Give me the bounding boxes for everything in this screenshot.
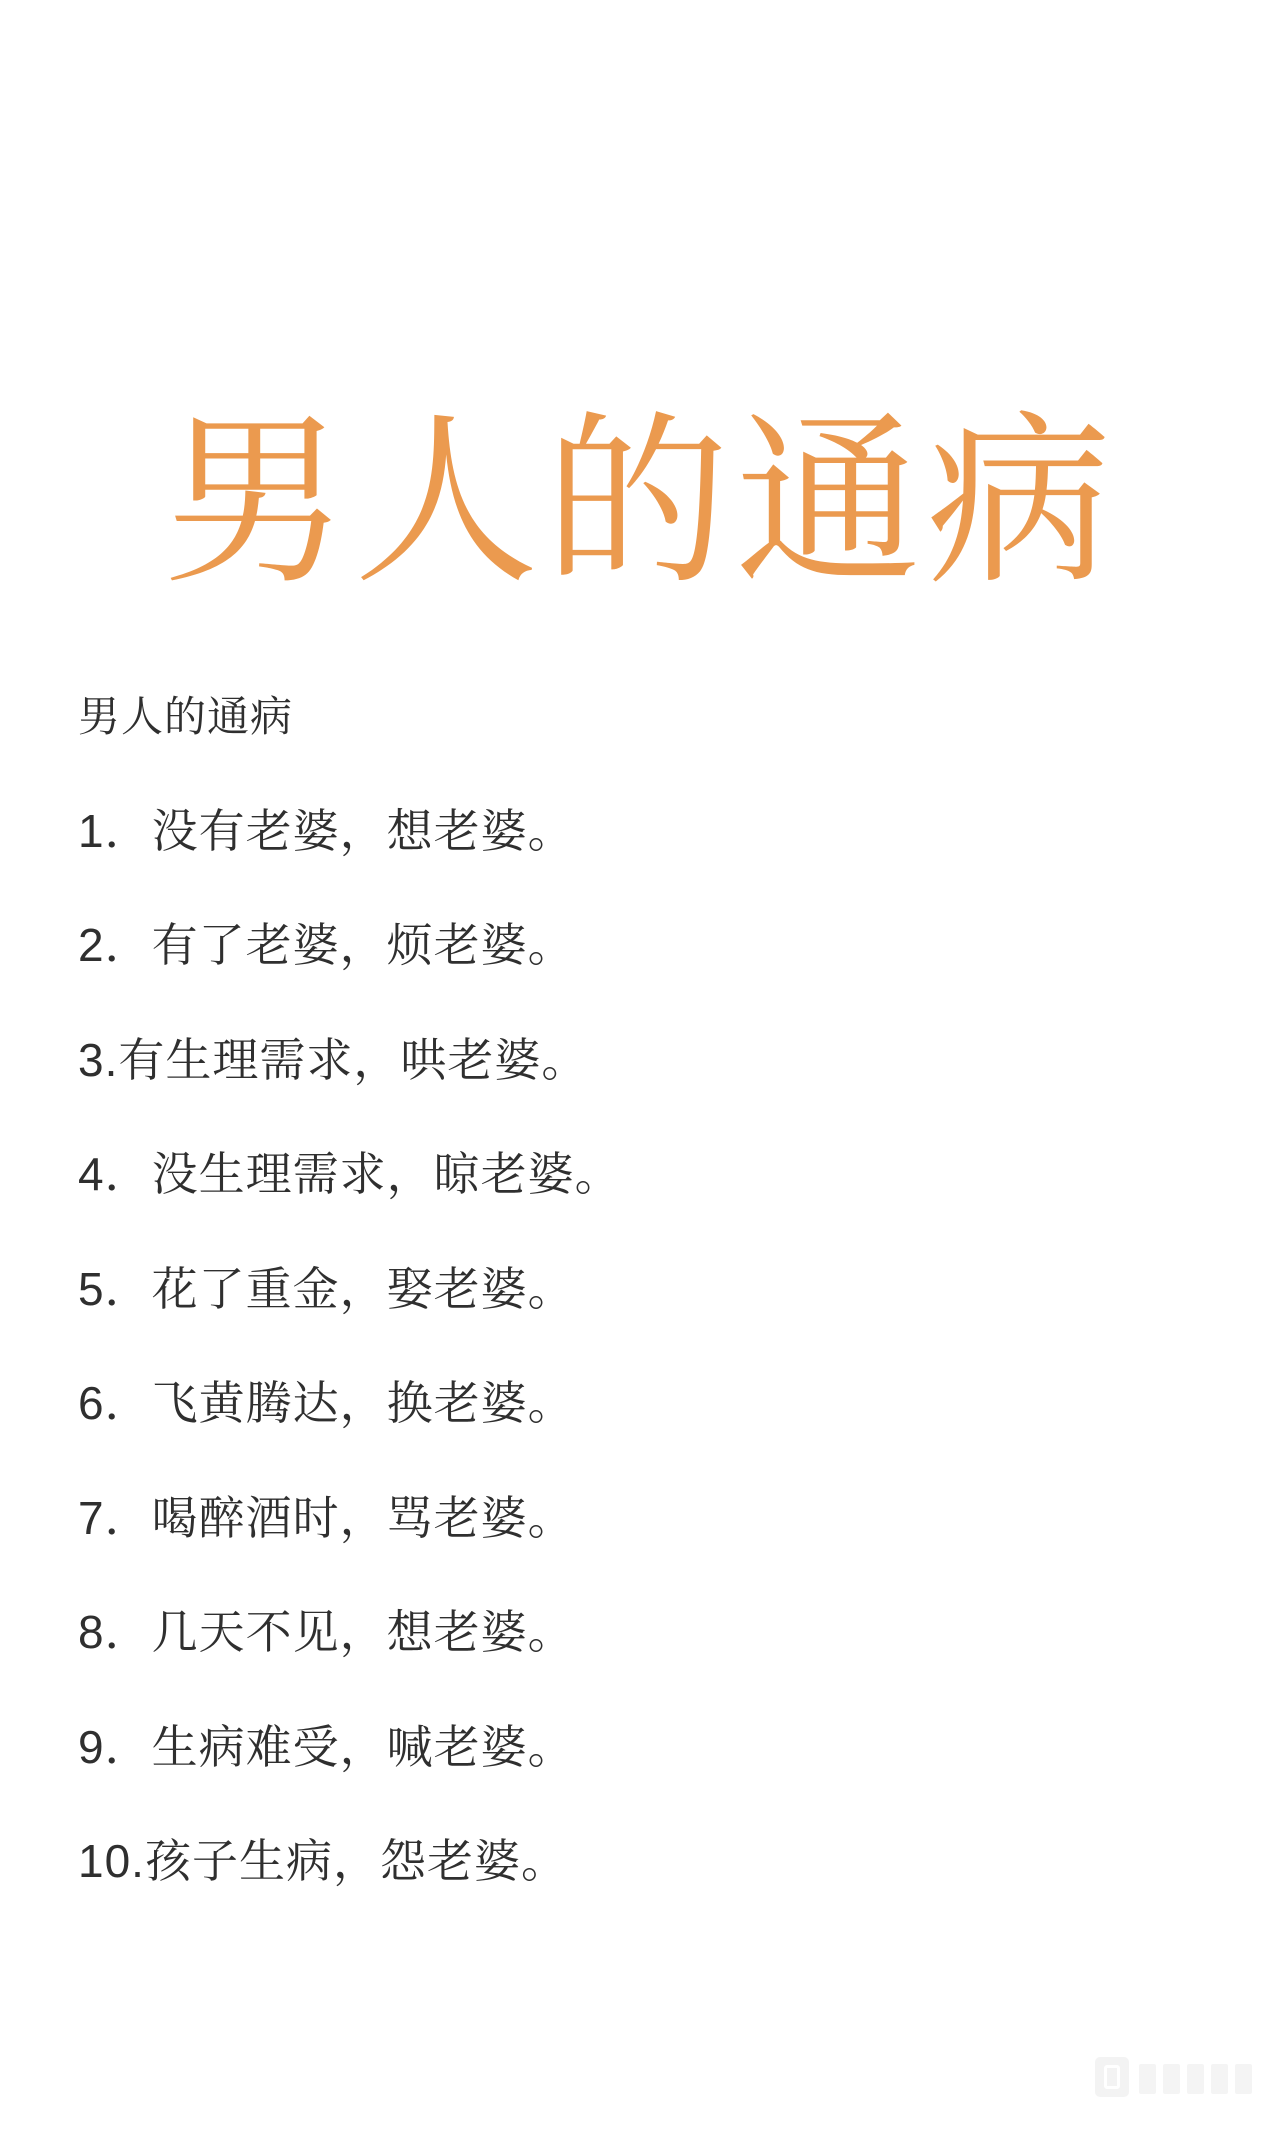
list-item: 1．没有老婆，想老婆。 <box>78 804 575 857</box>
page-title: 男人的通病 <box>162 399 1118 606</box>
article-lead: 男人的通病 <box>78 693 294 740</box>
tips-list <box>78 803 1198 1891</box>
list-item: 2．有了老婆，烦老婆。 <box>78 919 575 972</box>
article-body <box>78 690 1198 1948</box>
list-item: 8．几天不见，想老婆。 <box>78 1606 575 1659</box>
list-item: 7．喝醉酒时，骂老婆。 <box>78 1491 575 1544</box>
list-item: 3.有生理需求，哄老婆。 <box>78 1033 589 1086</box>
list-item: 6．飞黄腾达，换老婆。 <box>78 1377 575 1430</box>
watermark-logo-icon <box>1095 2057 1129 2097</box>
watermark-text-placeholder <box>1139 2060 1252 2094</box>
list-item: 9．生病难受，喊老婆。 <box>78 1720 575 1773</box>
list-item: 4．没生理需求，晾老婆。 <box>78 1148 622 1201</box>
watermark <box>1095 2057 1252 2097</box>
list-item: 10.孩子生病，怨老婆。 <box>78 1835 568 1888</box>
list-item: 5．花了重金，娶老婆。 <box>78 1262 575 1315</box>
